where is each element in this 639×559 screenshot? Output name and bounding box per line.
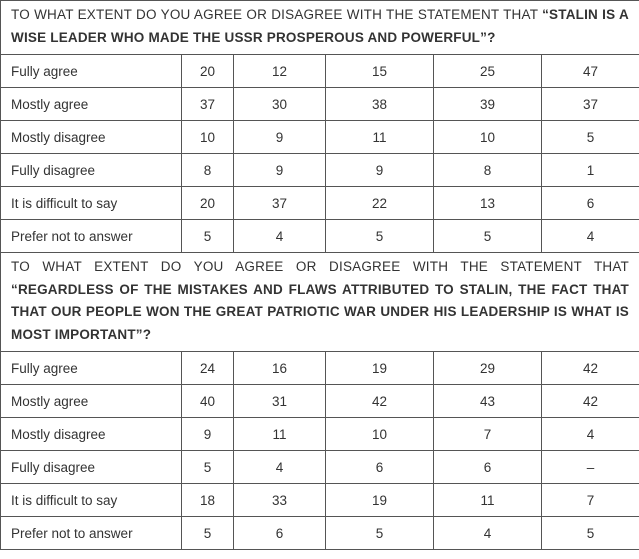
value-cell: 8: [434, 154, 542, 187]
value-cell: 5: [182, 220, 234, 253]
value-cell: 7: [434, 418, 542, 451]
value-cell: 6: [542, 187, 639, 220]
row-label: Prefer not to answer: [1, 220, 182, 253]
value-cell: 37: [234, 187, 326, 220]
question-statement: “STALIN IS A WISE LEADER WHO MADE THE USSR PROSPEROUS AND POWERFUL”?: [11, 7, 629, 45]
table-row: [1, 484, 639, 517]
row-label: Mostly agree: [1, 385, 182, 418]
value-cell: 31: [234, 385, 326, 418]
row-label: Mostly disagree: [1, 418, 182, 451]
value-cell: 4: [542, 220, 639, 253]
table-row: [1, 451, 639, 484]
value-cell: 5: [542, 121, 639, 154]
table-row: [1, 154, 639, 187]
row-label: Mostly agree: [1, 88, 182, 121]
value-cell: 5: [326, 517, 434, 550]
value-cell: 20: [182, 187, 234, 220]
value-cell: 39: [434, 88, 542, 121]
row-label: Fully agree: [1, 55, 182, 88]
value-cell: 40: [182, 385, 234, 418]
table-row: [1, 55, 639, 88]
value-cell: 10: [182, 121, 234, 154]
value-cell: 47: [542, 55, 639, 88]
value-cell: 13: [434, 187, 542, 220]
table-row: [1, 418, 639, 451]
value-cell: 16: [234, 352, 326, 385]
value-cell: 42: [542, 352, 639, 385]
row-label: It is difficult to say: [1, 484, 182, 517]
value-cell: 37: [542, 88, 639, 121]
value-cell: 11: [326, 121, 434, 154]
value-cell: 18: [182, 484, 234, 517]
question-statement: “REGARDLESS OF THE MISTAKES AND FLAWS ATTRIBUTED TO STALIN, THE FACT THAT THAT OUR PEOPLE WON THE GREAT PATRIOTIC WAR UNDER HIS LEADERSHIP IS WHAT IS MOST IMPORTANT”?: [11, 281, 629, 342]
value-cell: 20: [182, 55, 234, 88]
value-cell: 9: [182, 418, 234, 451]
value-cell: 42: [542, 385, 639, 418]
value-cell: 4: [434, 517, 542, 550]
value-cell: 6: [234, 517, 326, 550]
value-cell: 5: [434, 220, 542, 253]
value-cell: 38: [326, 88, 434, 121]
table-row: [1, 220, 639, 253]
question-text: [1, 253, 639, 352]
table-row: [1, 88, 639, 121]
question-row: [1, 253, 639, 352]
value-cell: 4: [234, 451, 326, 484]
value-cell: 19: [326, 352, 434, 385]
question-lead: TO WHAT EXTENT DO YOU AGREE OR DISAGREE WITH THE STATEMENT THAT: [11, 7, 543, 22]
question-lead: TO WHAT EXTENT DO YOU AGREE OR DISAGREE WITH THE STATEMENT THAT: [11, 259, 629, 274]
value-cell: 6: [326, 451, 434, 484]
row-label: Fully disagree: [1, 451, 182, 484]
value-cell: 43: [434, 385, 542, 418]
value-cell: 24: [182, 352, 234, 385]
value-cell: 37: [182, 88, 234, 121]
value-cell: 4: [234, 220, 326, 253]
value-cell: 11: [234, 418, 326, 451]
value-cell: 1: [542, 154, 639, 187]
value-cell: 8: [182, 154, 234, 187]
row-label: Mostly disagree: [1, 121, 182, 154]
question-row: [1, 1, 639, 55]
value-cell: 5: [182, 451, 234, 484]
value-cell: 10: [326, 418, 434, 451]
value-cell: 29: [434, 352, 542, 385]
value-cell: 9: [234, 121, 326, 154]
value-cell: 9: [234, 154, 326, 187]
value-cell: 30: [234, 88, 326, 121]
value-cell: 15: [326, 55, 434, 88]
value-cell: –: [542, 451, 639, 484]
row-label: It is difficult to say: [1, 187, 182, 220]
value-cell: 10: [434, 121, 542, 154]
value-cell: 19: [326, 484, 434, 517]
table-row: [1, 121, 639, 154]
value-cell: 5: [182, 517, 234, 550]
table-row: [1, 385, 639, 418]
table-body: [1, 1, 639, 550]
value-cell: 6: [434, 451, 542, 484]
value-cell: 5: [326, 220, 434, 253]
value-cell: 9: [326, 154, 434, 187]
value-cell: 7: [542, 484, 639, 517]
question-text: [1, 1, 639, 55]
table-row: [1, 517, 639, 550]
value-cell: 5: [542, 517, 639, 550]
value-cell: 22: [326, 187, 434, 220]
value-cell: 11: [434, 484, 542, 517]
row-label: Fully agree: [1, 352, 182, 385]
table-row: [1, 187, 639, 220]
row-label: Fully disagree: [1, 154, 182, 187]
value-cell: 33: [234, 484, 326, 517]
table-row: [1, 352, 639, 385]
value-cell: 4: [542, 418, 639, 451]
value-cell: 42: [326, 385, 434, 418]
row-label: Prefer not to answer: [1, 517, 182, 550]
value-cell: 12: [234, 55, 326, 88]
value-cell: 25: [434, 55, 542, 88]
